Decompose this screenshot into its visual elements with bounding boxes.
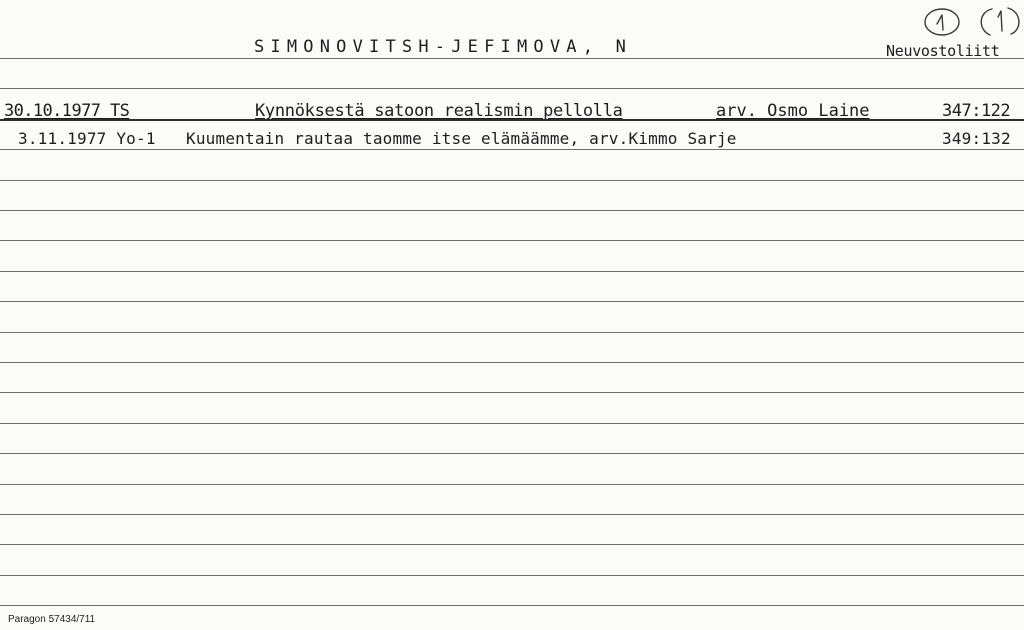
ruled-line — [0, 514, 1024, 515]
entry-date: 30.10.1977 TS — [4, 101, 130, 121]
ruled-line — [0, 605, 1024, 606]
ruled-line — [0, 240, 1024, 241]
ruled-line — [0, 332, 1024, 333]
entry-date: 3.11.1977 Yo-1 — [18, 129, 156, 148]
entry-reference: 349:132 — [942, 129, 1011, 148]
ruled-line — [0, 453, 1024, 454]
ruled-line — [0, 58, 1024, 59]
ruled-line — [0, 392, 1024, 393]
ruled-line — [0, 544, 1024, 545]
handwritten-circled-one-marks — [916, 4, 1024, 44]
ruled-line — [0, 149, 1024, 150]
entry-reviewer: arv. Osmo Laine — [716, 101, 870, 121]
ruled-line — [0, 301, 1024, 302]
heading-name: SIMONOVITSH-JEFIMOVA, N — [254, 37, 633, 57]
ruled-line — [0, 271, 1024, 272]
printer-imprint: Paragon 57434/711 — [8, 614, 96, 625]
heading-country: Neuvostoliitt — [886, 42, 1000, 60]
entry-title: Kuumentain rautaa taomme itse elämäämme, arv.Kimmo Sarje — [186, 129, 737, 148]
ruled-line — [0, 484, 1024, 485]
ruled-line — [0, 88, 1024, 89]
ruled-line — [0, 575, 1024, 576]
ruled-line — [0, 210, 1024, 211]
ruled-line — [0, 362, 1024, 363]
ruled-line — [0, 180, 1024, 181]
ruled-line — [0, 423, 1024, 424]
entry-title: Kynnöksestä satoon realismin pellolla — [255, 101, 623, 121]
entry-reference: 347:122 — [942, 101, 1011, 121]
